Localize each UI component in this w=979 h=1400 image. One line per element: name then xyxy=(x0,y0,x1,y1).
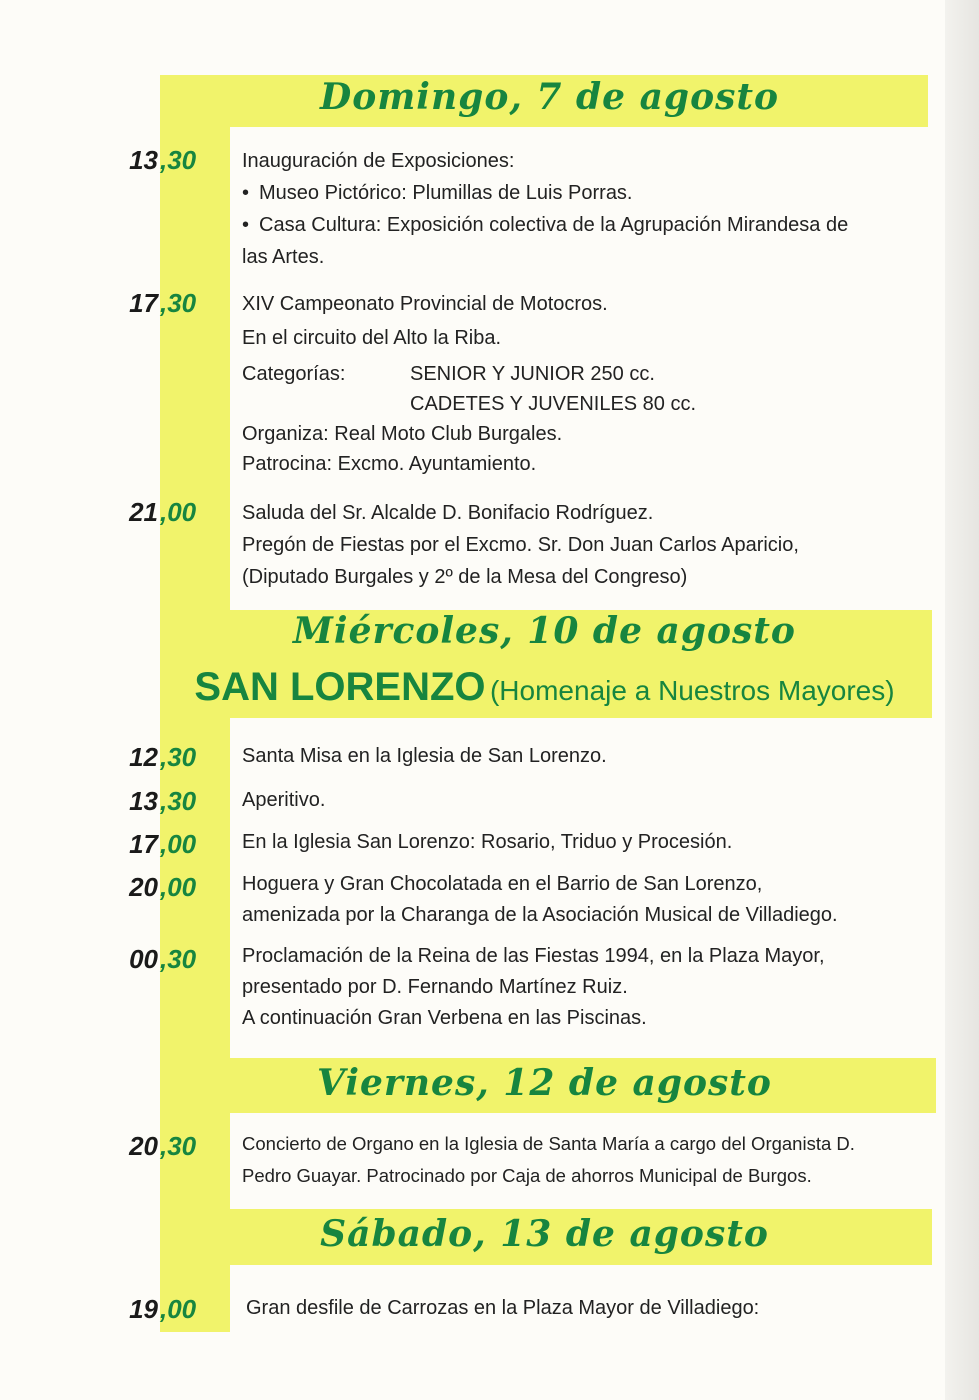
categories-label: Categorías: xyxy=(242,363,346,385)
event-bullet: • Casa Cultura: Exposición colectiva de la Agrupación Mirandesa de xyxy=(242,209,919,241)
event-line: las Artes. xyxy=(242,246,325,268)
event-line: Proclamación de la Reina de las Fiestas 1994, en la Plaza Mayor, xyxy=(242,945,825,967)
event-line: Gran desfile de Carrozas en la Plaza Mayor de Villadiego: xyxy=(246,1297,760,1319)
event-line: Santa Misa en la Iglesia de San Lorenzo. xyxy=(242,745,607,767)
time-band-domingo xyxy=(160,127,230,610)
san-lorenzo-subtitle: (Homenaje a Nuestros Mayores) xyxy=(489,675,895,706)
event-description xyxy=(242,1128,919,1192)
event-hour: 21 xyxy=(129,497,158,527)
san-lorenzo-title: SAN LORENZO xyxy=(194,665,486,709)
section-title-sabado: Sábado, 13 de agosto xyxy=(320,1213,769,1255)
event-description xyxy=(246,1292,919,1324)
event-hour: 17 xyxy=(129,288,158,318)
event-line: Saluda del Sr. Alcalde D. Bonifacio Rodríguez. xyxy=(242,502,654,524)
event-description xyxy=(242,287,919,479)
event-hour: 13 xyxy=(129,145,158,175)
event-line: Aperitivo. xyxy=(242,789,326,811)
event-minutes: ,00 xyxy=(160,829,197,859)
event-minutes: ,30 xyxy=(160,944,197,974)
event-line: (Diputado Burgales y 2º de la Mesa del Congreso) xyxy=(242,566,688,588)
event-minutes: ,00 xyxy=(160,497,197,527)
event-description xyxy=(242,145,919,273)
event-line: A continuación Gran Verbena en las Piscinas. xyxy=(242,1007,647,1029)
event-line: En la Iglesia San Lorenzo: Rosario, Triduo y Procesión. xyxy=(242,831,733,853)
section-title-miercoles: Miércoles, 10 de agosto xyxy=(293,610,796,652)
event-bullet: • Museo Pictórico: Plumillas de Luis Porras. xyxy=(242,177,919,209)
event-line: Inauguración de Exposiciones: xyxy=(242,150,515,172)
event-hour: 20 xyxy=(129,872,158,902)
event-line: Concierto de Organo en la Iglesia de Santa María a cargo del Organista D. xyxy=(242,1133,855,1154)
event-line: Organiza: Real Moto Club Burgales. xyxy=(242,423,563,445)
event-line: presentado por D. Fernando Martínez Ruiz. xyxy=(242,976,628,998)
event-minutes: ,30 xyxy=(160,742,197,772)
event-hour: 20 xyxy=(129,1131,158,1161)
event-minutes: ,30 xyxy=(160,288,197,318)
event-line: XIV Campeonato Provincial de Motocros. xyxy=(242,293,608,315)
event-description xyxy=(242,497,919,593)
event-description xyxy=(242,784,919,816)
event-line: amenizada por la Charanga de la Asociación Musical de Villadiego. xyxy=(242,904,838,926)
section-title-domingo: Domingo, 7 de agosto xyxy=(319,76,780,118)
section-subtitle-miercoles xyxy=(170,665,919,710)
event-line: Hoguera y Gran Chocolatada en el Barrio de San Lorenzo, xyxy=(242,873,763,895)
event-hour: 19 xyxy=(129,1294,158,1324)
event-hour: 12 xyxy=(129,742,158,772)
category-value: SENIOR Y JUNIOR 250 cc. xyxy=(410,363,655,385)
event-description xyxy=(242,740,919,772)
categories-row xyxy=(242,359,919,419)
event-hour: 13 xyxy=(129,786,158,816)
page-edge xyxy=(945,0,979,1400)
event-description xyxy=(242,826,919,858)
section-title-viernes: Viernes, 12 de agosto xyxy=(317,1062,772,1104)
event-minutes: ,30 xyxy=(160,1131,197,1161)
event-minutes: ,30 xyxy=(160,786,197,816)
event-minutes: ,00 xyxy=(160,1294,197,1324)
event-line: Patrocina: Excmo. Ayuntamiento. xyxy=(242,453,537,475)
event-line: Pedro Guayar. Patrocinado por Caja de ahorros Municipal de Burgos. xyxy=(242,1165,812,1186)
event-description xyxy=(242,941,919,1034)
event-minutes: ,00 xyxy=(160,872,197,902)
event-description xyxy=(242,869,919,931)
categories-values xyxy=(410,359,696,419)
event-line: Pregón de Fiestas por el Excmo. Sr. Don Juan Carlos Aparicio, xyxy=(242,534,799,556)
event-hour: 17 xyxy=(129,829,158,859)
event-hour: 00 xyxy=(129,944,158,974)
event-line: En el circuito del Alto la Riba. xyxy=(242,327,502,349)
category-value: CADETES Y JUVENILES 80 cc. xyxy=(410,393,697,415)
event-minutes: ,30 xyxy=(160,145,197,175)
